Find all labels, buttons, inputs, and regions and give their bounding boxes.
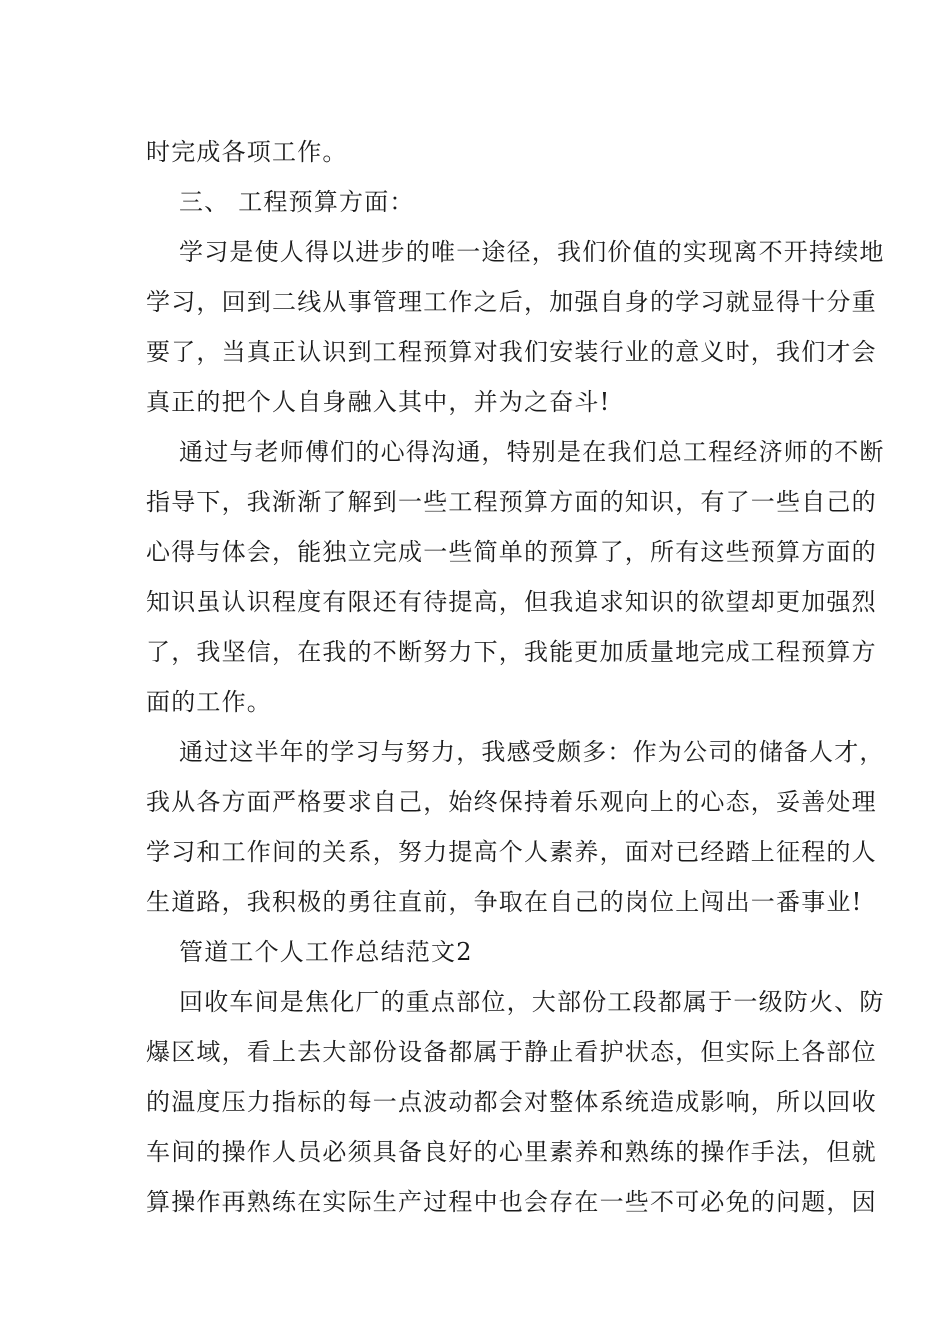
text-line: 的温度压力指标的每一点波动都会对整体系统造成影响，所以回收	[146, 1088, 877, 1116]
text-line: 回收车间是焦化厂的重点部位，大部份工段都属于一级防火、防	[179, 988, 885, 1016]
text-line: 指导下，我渐渐了解到一些工程预算方面的知识，有了一些自己的	[146, 488, 877, 516]
text-line: 心得与体会，能独立完成一些简单的预算了，所有这些预算方面的	[146, 538, 877, 566]
text-line: 通过这半年的学习与努力，我感受颇多：作为公司的储备人才，	[179, 738, 885, 766]
text-line: 车间的操作人员必须具备良好的心里素养和熟练的操作手法，但就	[146, 1138, 877, 1166]
text-line: 要了，当真正认识到工程预算对我们安装行业的意义时，我们才会	[146, 338, 877, 366]
section-heading: 管道工个人工作总结范文2	[179, 938, 473, 966]
text-line: 爆区域，看上去大部份设备都属于静止看护状态，但实际上各部位	[146, 1038, 877, 1066]
text-line: 学习是使人得以进步的唯一途径，我们价值的实现离不开持续地	[179, 238, 885, 266]
text-line: 通过与老师傅们的心得沟通，特别是在我们总工程经济师的不断	[179, 438, 885, 466]
text-line: 我从各方面严格要求自己，始终保持着乐观向上的心态，妥善处理	[146, 788, 877, 816]
text-line: 学习，回到二线从事管理工作之后，加强自身的学习就显得十分重	[146, 288, 877, 316]
text-line: 了，我坚信，在我的不断努力下，我能更加质量地完成工程预算方	[146, 638, 877, 666]
text-line: 面的工作。	[146, 688, 272, 716]
text-line: 知识虽认识程度有限还有待提高，但我追求知识的欲望却更加强烈	[146, 588, 877, 616]
text-line: 生道路，我积极的勇往直前，争取在自己的岗位上闯出一番事业!	[146, 888, 863, 916]
section-heading: 三、 工程预算方面：	[179, 188, 415, 216]
text-line: 学习和工作间的关系，努力提高个人素养，面对已经踏上征程的人	[146, 838, 877, 866]
text-line: 真正的把个人自身融入其中，并为之奋斗!	[146, 388, 611, 416]
text-line: 时完成各项工作。	[146, 138, 348, 166]
text-line: 算操作再熟练在实际生产过程中也会存在一些不可必免的问题，因	[146, 1188, 877, 1216]
